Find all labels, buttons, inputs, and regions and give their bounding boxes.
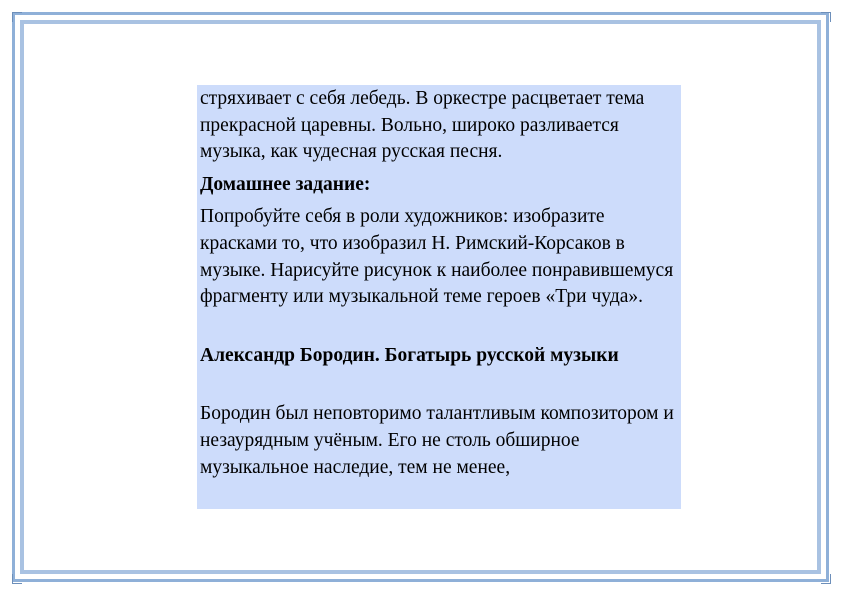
frame-corner-top-left — [12, 12, 22, 22]
paragraph-homework: Попробуйте себя в роли художников: изобразите красками то, что изобразил Н. Римский-Корсаков в музыке. Нарисуйте рисунок к наиболее понравившемуся фрагменту или музыкальной теме героев «Три чуда». — [200, 206, 674, 308]
frame-corner-top-right — [821, 12, 831, 22]
paragraph-swan: стряхивает с себя лебедь. В оркестре расцветает тема прекрасной царевны. Вольно, широко разливается музыка, как чудесная русская песня. — [200, 88, 645, 163]
section-heading-borodin: Александр Бородин. Богатырь русской музыки — [200, 344, 619, 366]
text-content-block — [197, 85, 681, 509]
frame-corner-bottom-right — [821, 574, 831, 584]
frame-corner-bottom-left — [12, 574, 22, 584]
homework-heading: Домашнее задание: — [200, 173, 371, 195]
paragraph-borodin: Бородин был неповторимо талантливым композитором и незаурядным учёным. Его не столь обширное музыкальное наследие, тем не менее, — [200, 403, 674, 478]
